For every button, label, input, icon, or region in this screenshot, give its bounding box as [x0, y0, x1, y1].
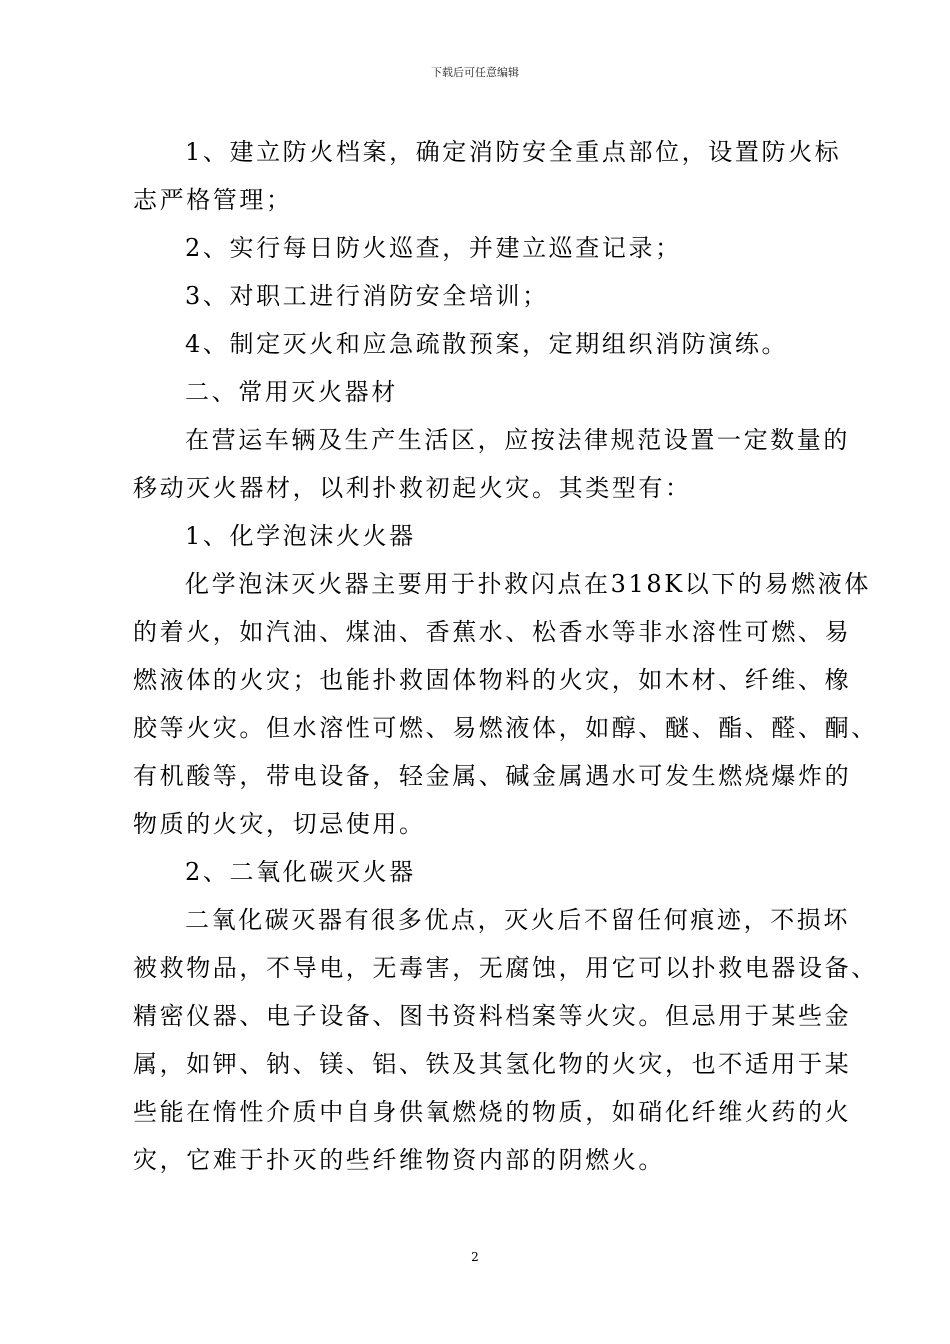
- paragraph-daily-patrol: [133, 224, 833, 272]
- text-line: 1、建立防火档案，确定消防安全重点部位，设置防火标: [185, 138, 842, 166]
- page-header-note: 下载后可任意编辑: [431, 66, 519, 79]
- text-line: 3、对职工进行消防安全培训；: [185, 282, 549, 310]
- text-line: 燃液体的火灾；也能扑救固体物料的火灾，如木材、纤维、橡: [133, 666, 852, 694]
- text-line: 物质的火灾，切忌使用。: [133, 810, 426, 838]
- text-line: 胶等火灾。但水溶性可燃、易燃液体，如醇、醚、酯、醛、酮、: [133, 714, 878, 742]
- text-line: 有机酸等，带电设备，轻金属、碱金属遇水可发生燃烧爆炸的: [133, 762, 852, 790]
- text-line: 二氧化碳灭器有很多优点，灭火后不留任何痕迹，不损坏: [185, 906, 850, 934]
- text-line: 1、化学泡沫火火器: [185, 522, 416, 550]
- text-line: 的着火，如汽油、煤油、香蕉水、松香水等非水溶性可燃、易: [133, 618, 852, 646]
- subheading-foam-extinguisher: [133, 512, 833, 560]
- page-number: 2: [471, 1250, 479, 1264]
- text-line: 精密仪器、电子设备、图书资料档案等火灾。但忌用于某些金: [133, 1002, 852, 1030]
- paragraph-co2-extinguisher: [133, 896, 878, 1184]
- text-line: 4、制定灭火和应急疏散预案，定期组织消防演练。: [185, 330, 789, 358]
- paragraph-staff-training: [133, 272, 833, 320]
- paragraph-fire-archive: [133, 128, 842, 224]
- text-line: 灾，它难于扑灭的些纤维物资内部的阴燃火。: [133, 1146, 665, 1174]
- text-line: 属，如钾、钠、镁、铝、铁及其氢化物的火灾，也不适用于某: [133, 1050, 852, 1078]
- text-line: 被救物品，不导电，无毒害，无腐蚀，用它可以扑救电器设备、: [133, 954, 878, 982]
- paragraph-equipment-intro: [133, 416, 850, 512]
- text-line: 2、实行每日防火巡查，并建立巡查记录；: [185, 234, 682, 262]
- document-body: [133, 128, 878, 1184]
- paragraph-evacuation-plan: [133, 320, 833, 368]
- text-line: 移动灭火器材，以利扑救初起火灾。其类型有：: [133, 474, 692, 502]
- section-heading-extinguishers: [133, 368, 833, 416]
- paragraph-foam-extinguisher: [133, 560, 878, 848]
- subheading-co2-extinguisher: [133, 848, 833, 896]
- text-line: 二、常用灭火器材: [185, 378, 398, 406]
- text-line: 化学泡沫灭火器主要用于扑救闪点在318K以下的易燃液体: [185, 570, 871, 598]
- text-line: 2、二氧化碳灭火器: [185, 858, 416, 886]
- text-line: 志严格管理；: [133, 186, 293, 214]
- text-line: 些能在惰性介质中自身供氧燃烧的物质，如硝化纤维火药的火: [133, 1098, 852, 1126]
- text-line: 在营运车辆及生产生活区，应按法律规范设置一定数量的: [185, 426, 850, 454]
